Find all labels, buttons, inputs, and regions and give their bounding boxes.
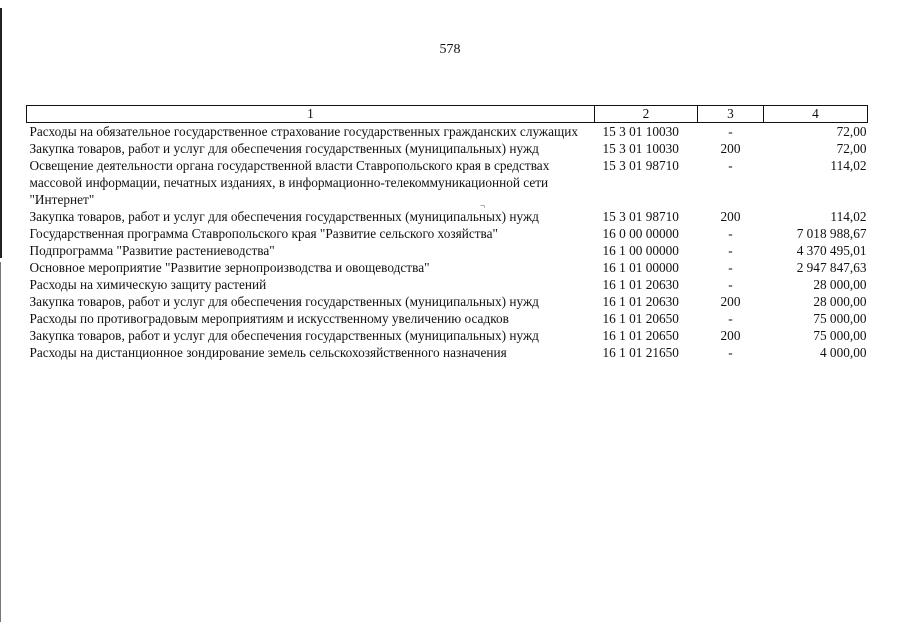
stray-scan-mark: ¬ <box>480 201 486 211</box>
row-amount: 75 000,00 <box>813 311 867 326</box>
row-code: 16 1 01 20630 <box>602 277 679 292</box>
row-type: - <box>728 158 733 173</box>
row-code: 15 3 01 98710 <box>602 158 679 173</box>
table-row <box>27 310 868 327</box>
table-row <box>27 123 868 141</box>
row-type: - <box>728 226 733 241</box>
row-type: - <box>728 243 733 258</box>
row-amount: 72,00 <box>836 124 867 139</box>
row-code: 16 1 01 20630 <box>602 294 679 309</box>
header-col-1: 1 <box>27 106 595 123</box>
row-amount: 4 000,00 <box>819 345 867 360</box>
row-type: 200 <box>720 328 741 343</box>
table-row <box>27 327 868 344</box>
row-name: Основное мероприятие "Развитие зернопроизводства и овощеводства" <box>29 260 430 275</box>
row-type: - <box>728 345 733 360</box>
row-amount: 114,02 <box>830 158 867 173</box>
row-name: Закупка товаров, работ и услуг для обеспечения государственных (муниципальных) нужд <box>29 328 539 343</box>
row-name: Расходы на дистанционное зондирование земель сельскохозяйственного назначения <box>29 345 507 360</box>
table-row <box>27 208 868 225</box>
row-amount: 75 000,00 <box>813 328 867 343</box>
row-code: 16 1 01 21650 <box>602 345 679 360</box>
row-name: Закупка товаров, работ и услуг для обеспечения государственных (муниципальных) нужд <box>29 209 539 224</box>
page-number: 578 <box>439 42 461 57</box>
row-name: Расходы по противоградовым мероприятиям и искусственному увеличению осадков <box>29 311 509 326</box>
table-row <box>27 344 868 361</box>
row-type: 200 <box>720 294 741 309</box>
table-row <box>27 140 868 157</box>
header-col-3: 3 <box>698 106 764 123</box>
row-code: 16 1 00 00000 <box>602 243 679 258</box>
scan-left-edge <box>0 8 2 258</box>
table-row <box>27 225 868 242</box>
header-col-2: 2 <box>595 106 698 123</box>
table-row <box>27 293 868 310</box>
row-code: 16 1 01 20650 <box>602 328 679 343</box>
header-col-4: 4 <box>764 106 868 123</box>
row-amount: 2 947 847,63 <box>796 260 867 275</box>
row-type: 200 <box>720 209 741 224</box>
row-name: Государственная программа Ставропольского края "Развитие сельского хозяйства" <box>29 226 498 241</box>
row-code: 15 3 01 10030 <box>602 124 679 139</box>
header-row <box>27 106 868 123</box>
row-code: 15 3 01 98710 <box>602 209 679 224</box>
row-amount: 72,00 <box>836 141 867 156</box>
row-name: Расходы на химическую защиту растений <box>29 277 267 292</box>
budget-table <box>26 105 868 361</box>
row-code: 16 1 01 00000 <box>602 260 679 275</box>
row-amount: 7 018 988,67 <box>796 226 867 241</box>
table-row <box>27 157 868 208</box>
row-type: - <box>728 277 733 292</box>
row-code: 16 1 01 20650 <box>602 311 679 326</box>
row-name: Освещение деятельности органа государственной власти Ставропольского края в средствах массовой информации, печатных изданиях, в информационно-телекоммуникационной сети "Интернет" <box>29 158 550 207</box>
row-type: - <box>728 260 733 275</box>
row-amount: 28 000,00 <box>813 294 867 309</box>
row-type: - <box>728 124 733 139</box>
row-name: Закупка товаров, работ и услуг для обеспечения государственных (муниципальных) нужд <box>29 294 539 309</box>
row-type: 200 <box>720 141 741 156</box>
row-name: Подпрограмма "Развитие растениеводства" <box>29 243 275 258</box>
row-type: - <box>728 311 733 326</box>
table-row <box>27 276 868 293</box>
row-name: Расходы на обязательное государственное страхование государственных гражданских служащих <box>29 124 579 139</box>
row-code: 15 3 01 10030 <box>602 141 679 156</box>
table-row <box>27 259 868 276</box>
table-row <box>27 242 868 259</box>
row-amount: 4 370 495,01 <box>796 243 867 258</box>
row-name: Закупка товаров, работ и услуг для обеспечения государственных (муниципальных) нужд <box>29 141 539 156</box>
row-amount: 114,02 <box>830 209 867 224</box>
row-code: 16 0 00 00000 <box>602 226 679 241</box>
scan-left-edge-faint <box>0 262 1 622</box>
row-amount: 28 000,00 <box>813 277 867 292</box>
